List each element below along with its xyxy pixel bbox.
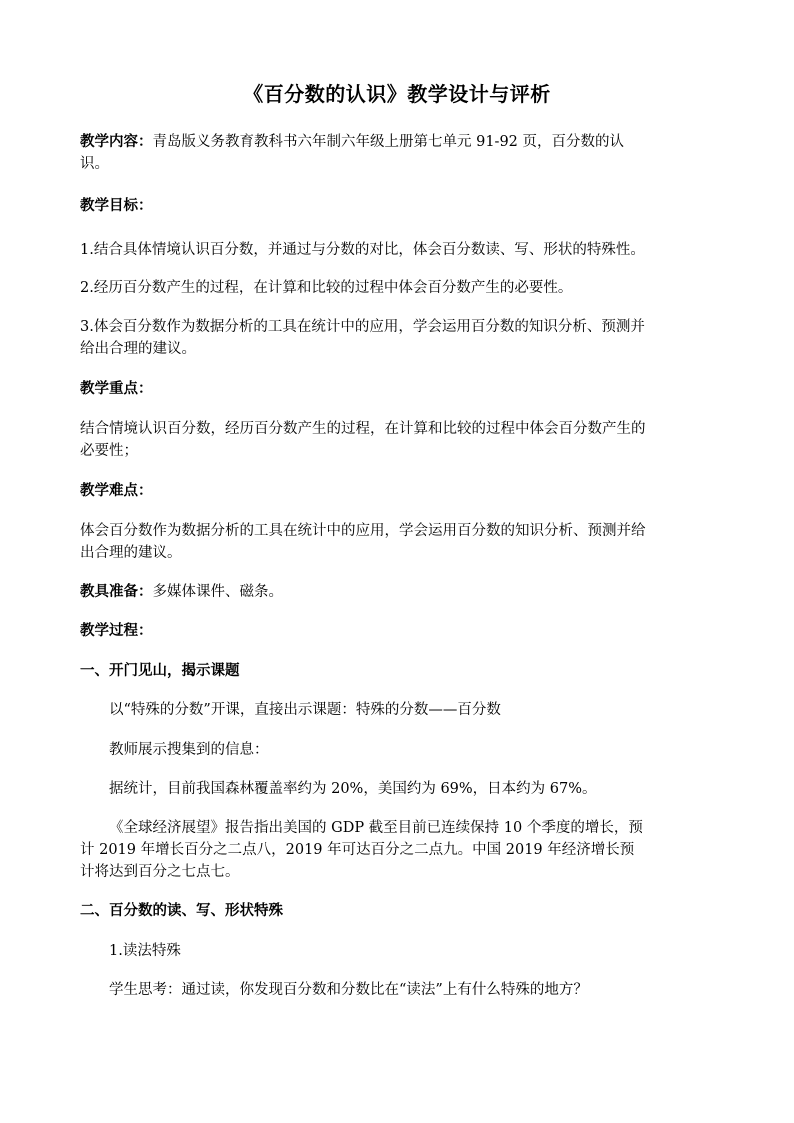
goal-item: 1.结合具体情境认识百分数，并通过与分数的对比，体会百分数读、写、形状的特殊性。 [80, 242, 645, 258]
content-text: 青岛版义务教育教科书六年制六年级上册第七单元 91-92 页，百分数的认识。 [80, 134, 625, 172]
document-title: 《百分数的认识》教学设计与评析 [243, 82, 551, 106]
section1-paragraph: 据统计，目前我国森林覆盖率约为 20%，美国约为 69%，日本约为 67%。 [109, 781, 597, 797]
difficulty-text: 体会百分数作为数据分析的工具在统计中的应用，学会运用百分数的知识分析、预测并给出合理的建议。 [80, 523, 646, 561]
section1-paragraph: 教师展示搜集到的信息： [109, 742, 269, 758]
tools-paragraph [80, 581, 646, 603]
section2-paragraph: 学生思考：通过读，你发现百分数和分数比在“读法”上有什么特殊的地方？ [109, 982, 588, 998]
tools-label: 教具准备： [80, 583, 153, 600]
goal-item: 2.经历百分数产生的过程，在计算和比较的过程中体会百分数产生的必要性。 [80, 280, 573, 296]
key-text: 结合情境认识百分数，经历百分数产生的过程，在计算和比较的过程中体会百分数产生的必要性； [80, 421, 646, 459]
section1-paragraph: 以“特殊的分数”开课，直接出示课题：特殊的分数——百分数 [109, 702, 501, 718]
section2-heading: 二、百分数的读、写、形状特殊 [80, 902, 283, 919]
difficulty-heading: 教学难点： [80, 482, 153, 499]
goal-item: 3.体会百分数作为数据分析的工具在统计中的应用，学会运用百分数的知识分析、预测并给出合理的建议。 [80, 319, 645, 357]
section1-paragraph: 《全球经济展望》报告指出美国的 GDP 截至目前已连续保持 10 个季度的增长，预计 2019 年增长百分之二点八，2019 年可达百分之二点九。中国 2019 年经济增长预计将达到百分之七点七。 [80, 820, 643, 880]
section1-heading: 一、开门见山，揭示课题 [80, 662, 240, 679]
goals-heading: 教学目标： [80, 197, 153, 214]
key-heading: 教学重点： [80, 380, 153, 397]
process-heading: 教学过程： [80, 622, 153, 639]
tools-text: 多媒体课件、磁条。 [152, 584, 283, 600]
section2-subheading: 1.读法特殊 [109, 943, 181, 959]
content-label: 教学内容： [80, 133, 153, 150]
document-body [80, 131, 646, 1001]
content-paragraph [80, 131, 646, 175]
